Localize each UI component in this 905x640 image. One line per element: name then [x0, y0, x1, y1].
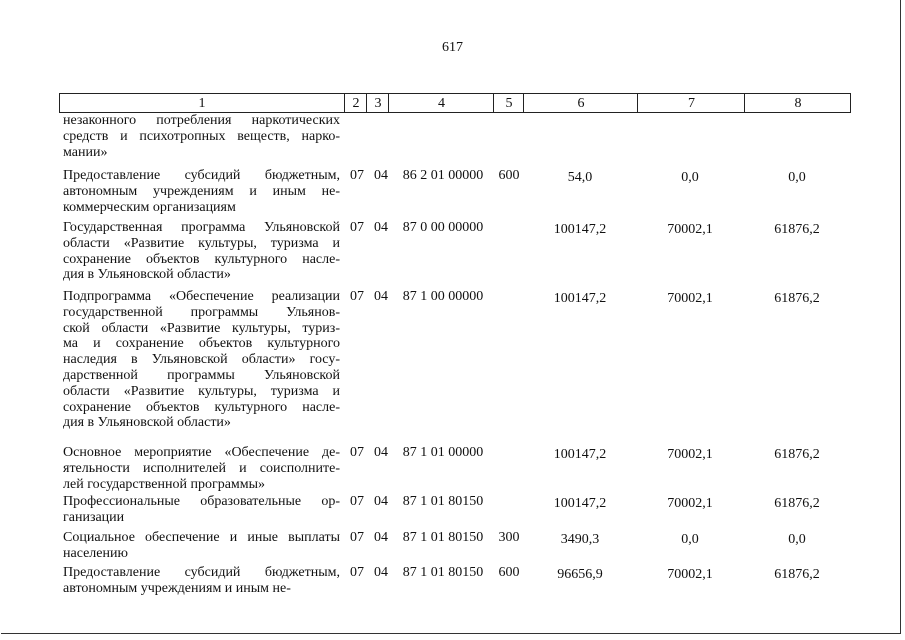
cell-c2: 07	[350, 168, 364, 183]
row-name-line: Основное мероприятие «Обеспечение де-	[63, 445, 340, 460]
cell-c3: 04	[374, 289, 388, 304]
cell-c4: 86 2 01 00000	[402, 168, 484, 183]
cell-c8: 61876,2	[774, 291, 820, 306]
row-name-line: сохранение объектов культурного насле-	[63, 399, 340, 415]
cell-c4: 87 1 01 00000	[402, 445, 484, 460]
row-name-line: Подпрограмма «Обеспечение реализации	[63, 289, 340, 304]
column-header: 7	[637, 94, 745, 112]
cell-c6: 3490,3	[560, 532, 600, 547]
cell-c7: 0,0	[681, 532, 699, 547]
column-header: 2	[344, 94, 367, 112]
cell-c8: 61876,2	[774, 447, 820, 462]
cell-c7: 70002,1	[667, 496, 713, 511]
cell-c2: 07	[350, 445, 364, 460]
row-name-line: автономным учреждениям и иным не-	[63, 183, 340, 199]
cell-c3: 04	[374, 565, 388, 580]
page-number: 617	[442, 40, 463, 55]
row-name	[63, 494, 340, 526]
cell-c3: 04	[374, 168, 388, 183]
row-name-line: дия в Ульяновской области»	[63, 415, 231, 431]
row-name-line: ской области «Развитие культуры, туриз-	[63, 320, 340, 336]
row-name-line: дарственной программы Ульяновской	[63, 367, 340, 383]
cell-c4: 87 1 00 00000	[402, 289, 484, 304]
row-name-line: населению	[63, 545, 128, 561]
cell-c5: 600	[498, 565, 520, 580]
cell-c6: 100147,2	[553, 447, 607, 462]
row-name-line: незаконного потребления наркотических	[63, 113, 340, 128]
cell-c8: 0,0	[788, 170, 806, 185]
row-name-line: дия в Ульяновской области»	[63, 267, 231, 283]
row-name-line: сохранение объектов культурного насле-	[63, 251, 340, 267]
cell-c7: 70002,1	[667, 447, 713, 462]
row-name	[63, 168, 340, 215]
cell-c3: 04	[374, 530, 388, 545]
cell-c2: 07	[350, 530, 364, 545]
column-header: 4	[388, 94, 494, 112]
cell-c6: 100147,2	[553, 291, 607, 306]
column-header: 3	[366, 94, 389, 112]
row-name-line: Предоставление субсидий бюджетным,	[63, 168, 340, 183]
cell-c2: 07	[350, 220, 364, 235]
row-name	[63, 220, 340, 283]
row-name-line: области «Развитие культуры, туризма и	[63, 235, 340, 251]
column-header: 5	[493, 94, 524, 112]
cell-c8: 61876,2	[774, 567, 820, 582]
row-name-line: мании»	[63, 144, 108, 160]
row-name-line: коммерческим организациям	[63, 199, 236, 215]
column-header: 8	[744, 94, 851, 112]
row-name-line: Предоставление субсидий бюджетным,	[63, 565, 340, 580]
cell-c6: 100147,2	[553, 496, 607, 511]
row-name-line: государственной программы Ульянов-	[63, 304, 340, 320]
cell-c6: 96656,9	[557, 567, 603, 582]
row-name	[63, 565, 340, 597]
row-name-line: наследия в Ульяновской области» госу-	[63, 352, 340, 368]
cell-c6: 100147,2	[553, 222, 607, 237]
cell-c8: 0,0	[788, 532, 806, 547]
row-name-line: области «Развитие культуры, туризма и	[63, 383, 340, 399]
row-name	[63, 289, 340, 431]
row-name	[63, 113, 340, 160]
cell-c2: 07	[350, 565, 364, 580]
cell-c7: 70002,1	[667, 291, 713, 306]
cell-c7: 70002,1	[667, 567, 713, 582]
cell-c3: 04	[374, 220, 388, 235]
cell-c2: 07	[350, 289, 364, 304]
row-name-line: средств и психотропных веществ, нарко-	[63, 128, 340, 144]
table-header	[59, 93, 851, 113]
cell-c4: 87 1 01 80150	[402, 565, 484, 580]
column-header: 6	[523, 94, 638, 112]
column-header: 1	[198, 96, 206, 111]
cell-c7: 70002,1	[667, 222, 713, 237]
cell-c5: 300	[498, 530, 520, 545]
row-name-line: лей государственной программы»	[63, 476, 266, 492]
row-name	[63, 445, 340, 492]
cell-c2: 07	[350, 494, 364, 509]
row-name-line: ятельности исполнителей и соисполните-	[63, 460, 340, 476]
row-name	[63, 530, 340, 562]
cell-c4: 87 1 01 80150	[402, 494, 484, 509]
cell-c6: 54,0	[567, 170, 593, 185]
cell-c4: 87 0 00 00000	[402, 220, 484, 235]
cell-c5: 600	[498, 168, 520, 183]
row-name-line: ганизации	[63, 509, 125, 525]
row-name-line: Профессиональные образовательные ор-	[63, 494, 340, 509]
cell-c8: 61876,2	[774, 496, 820, 511]
cell-c3: 04	[374, 445, 388, 460]
row-name-line: ма и сохранение объектов культурного	[63, 336, 340, 352]
row-name-line: Государственная программа Ульяновской	[63, 220, 340, 235]
cell-c4: 87 1 01 80150	[402, 530, 484, 545]
row-name-line: автономным учреждениям и иным не-	[63, 580, 291, 596]
row-name-line: Социальное обеспечение и иные выплаты	[63, 530, 340, 545]
cell-c8: 61876,2	[774, 222, 820, 237]
cell-c3: 04	[374, 494, 388, 509]
cell-c7: 0,0	[681, 170, 699, 185]
